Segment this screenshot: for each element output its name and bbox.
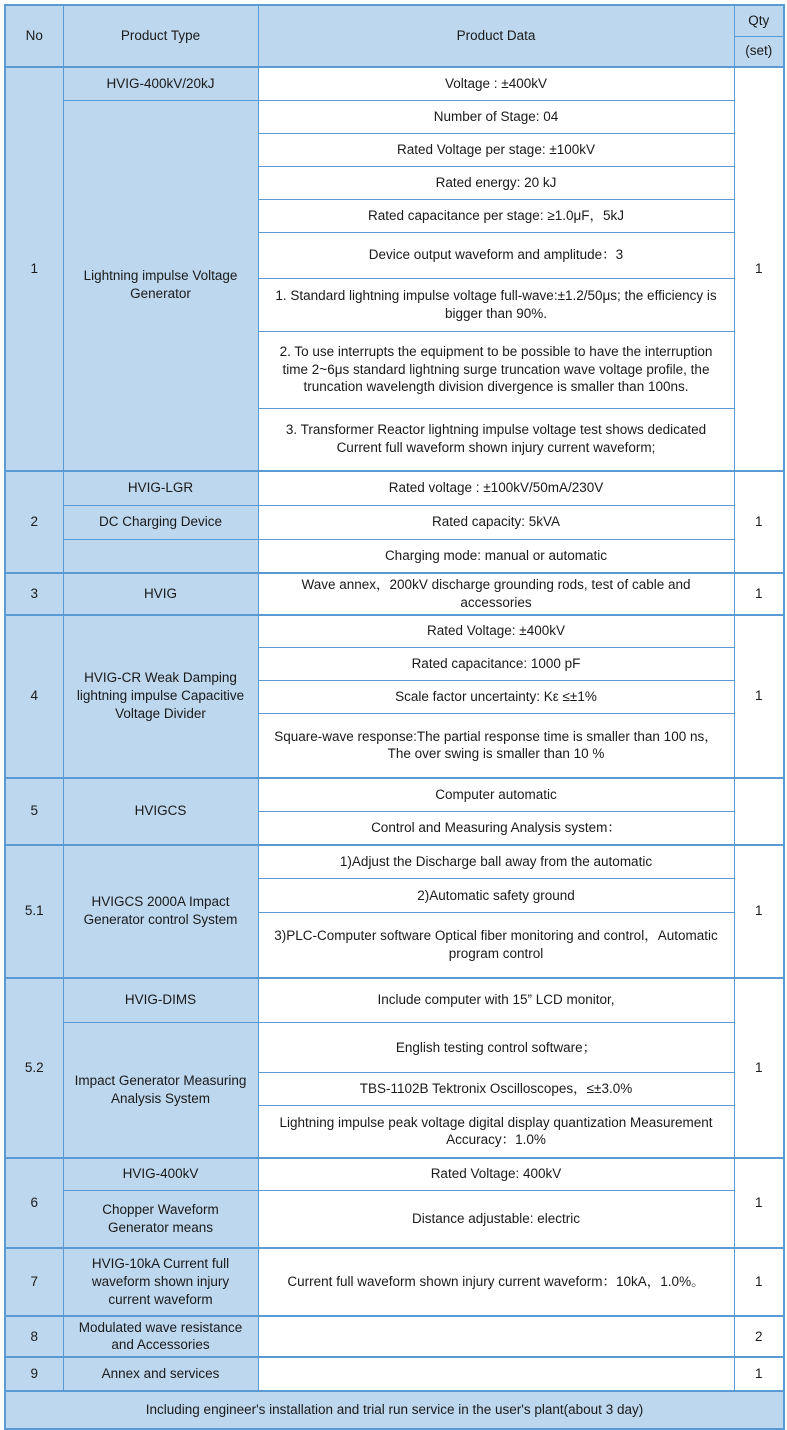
product-type-cell: HVIG xyxy=(63,573,258,615)
product-data-cell: Rated energy: 20 kJ xyxy=(258,166,734,199)
product-data-cell: English testing control software； xyxy=(258,1023,734,1073)
product-type-cell: Impact Generator Measuring Analysis System xyxy=(63,1023,258,1158)
product-data-cell: 2)Automatic safety ground xyxy=(258,879,734,913)
header-product-type: Product Type xyxy=(63,5,258,67)
header-qty: Qty xyxy=(734,5,784,36)
product-type-cell xyxy=(63,539,258,573)
no-cell: 6 xyxy=(5,1158,63,1248)
product-data-cell: Computer automatic xyxy=(258,778,734,812)
product-data-cell xyxy=(258,1357,734,1391)
header-product-data: Product Data xyxy=(258,5,734,67)
qty-cell: 1 xyxy=(734,471,784,573)
product-data-cell: Current full waveform shown injury current waveform：10kA，1.0%。 xyxy=(258,1248,734,1316)
product-data-cell: Rated Voltage: ±400kV xyxy=(258,615,734,648)
no-cell: 1 xyxy=(5,67,63,471)
product-type-cell: HVIG-DIMS xyxy=(63,978,258,1023)
qty-cell: 1 xyxy=(734,1248,784,1316)
qty-cell: 1 xyxy=(734,573,784,615)
no-cell: 4 xyxy=(5,615,63,778)
qty-cell: 1 xyxy=(734,1357,784,1391)
product-type-cell: HVIG-400kV/20kJ xyxy=(63,67,258,100)
qty-cell: 1 xyxy=(734,978,784,1158)
product-type-cell: Lightning impulse Voltage Generator xyxy=(63,100,258,471)
product-data-cell: Number of Stage: 04 xyxy=(258,100,734,133)
no-cell: 5.2 xyxy=(5,978,63,1158)
product-data-cell: Scale factor uncertainty: Kε ≤±1% xyxy=(258,681,734,714)
no-cell: 3 xyxy=(5,573,63,615)
product-data-cell: Rated capacitance: 1000 pF xyxy=(258,648,734,681)
header-no: No xyxy=(5,5,63,67)
product-data-cell: 1)Adjust the Discharge ball away from the automatic xyxy=(258,845,734,879)
product-type-cell: HVIG-400kV xyxy=(63,1158,258,1191)
product-type-cell: HVIGCS xyxy=(63,778,258,845)
product-data-cell: Square-wave response:The partial response time is smaller than 100 ns，The over swing is smaller than 10 % xyxy=(258,714,734,778)
qty-cell: 1 xyxy=(734,67,784,471)
product-type-cell: HVIG-LGR xyxy=(63,471,258,505)
product-data-cell xyxy=(258,1316,734,1358)
no-cell: 7 xyxy=(5,1248,63,1316)
qty-cell xyxy=(734,778,784,845)
product-data-cell: TBS-1102B Tektronix Oscilloscopes，≤±3.0% xyxy=(258,1073,734,1106)
product-type-cell: HVIGCS 2000A Impact Generator control System xyxy=(63,845,258,978)
product-data-cell: Rated voltage : ±100kV/50mA/230V xyxy=(258,471,734,505)
product-type-cell: Chopper Waveform Generator means xyxy=(63,1191,258,1248)
no-cell: 8 xyxy=(5,1316,63,1358)
product-data-cell: Wave annex，200kV discharge grounding rods, test of cable and accessories xyxy=(258,573,734,615)
product-data-cell: Rated capacity: 5kVA xyxy=(258,505,734,539)
no-cell: 2 xyxy=(5,471,63,573)
product-type-cell: HVIG-CR Weak Damping lightning impulse Capacitive Voltage Divider xyxy=(63,615,258,778)
header-qty-unit: (set) xyxy=(734,36,784,67)
product-type-cell: HVIG-10kA Current full waveform shown injury current waveform xyxy=(63,1248,258,1316)
product-data-cell: Lightning impulse peak voltage digital display quantization Measurement Accuracy：1.0% xyxy=(258,1106,734,1158)
product-data-cell: 1. Standard lightning impulse voltage full-wave:±1.2/50μs; the efficiency is bigger than 90%. xyxy=(258,278,734,331)
product-data-cell: 2. To use interrupts the equipment to be possible to have the interruption time 2~6μs standard lightning surge truncation wave voltage profile, the truncation wavelength division divergence is smaller than 100ns. xyxy=(258,331,734,408)
no-cell: 9 xyxy=(5,1357,63,1391)
qty-cell: 1 xyxy=(734,845,784,978)
no-cell: 5.1 xyxy=(5,845,63,978)
product-data-cell: 3)PLC-Computer software Optical fiber monitoring and control，Automatic program control xyxy=(258,913,734,978)
product-type-cell: DC Charging Device xyxy=(63,505,258,539)
qty-cell: 2 xyxy=(734,1316,784,1358)
no-cell: 5 xyxy=(5,778,63,845)
product-type-cell: Annex and services xyxy=(63,1357,258,1391)
product-data-cell: Charging mode: manual or automatic xyxy=(258,539,734,573)
footer-note: Including engineer's installation and trial run service in the user's plant(about 3 day) xyxy=(5,1391,784,1429)
product-data-cell: Rated Voltage per stage: ±100kV xyxy=(258,133,734,166)
product-data-cell: Voltage : ±400kV xyxy=(258,67,734,100)
qty-cell: 1 xyxy=(734,615,784,778)
product-type-cell: Modulated wave resistance and Accessories xyxy=(63,1316,258,1358)
product-data-cell: 3. Transformer Reactor lightning impulse voltage test shows dedicated Current full waveform shown injury current waveform; xyxy=(258,408,734,471)
product-data-cell: Rated capacitance per stage: ≥1.0μF，5kJ xyxy=(258,199,734,232)
product-data-cell: Device output waveform and amplitude：3 xyxy=(258,232,734,278)
qty-cell: 1 xyxy=(734,1158,784,1248)
product-spec-table xyxy=(4,4,785,1430)
product-data-cell: Include computer with 15” LCD monitor, xyxy=(258,978,734,1023)
product-data-cell: Control and Measuring Analysis system： xyxy=(258,812,734,845)
product-data-cell: Distance adjustable: electric xyxy=(258,1191,734,1248)
product-data-cell: Rated Voltage: 400kV xyxy=(258,1158,734,1191)
